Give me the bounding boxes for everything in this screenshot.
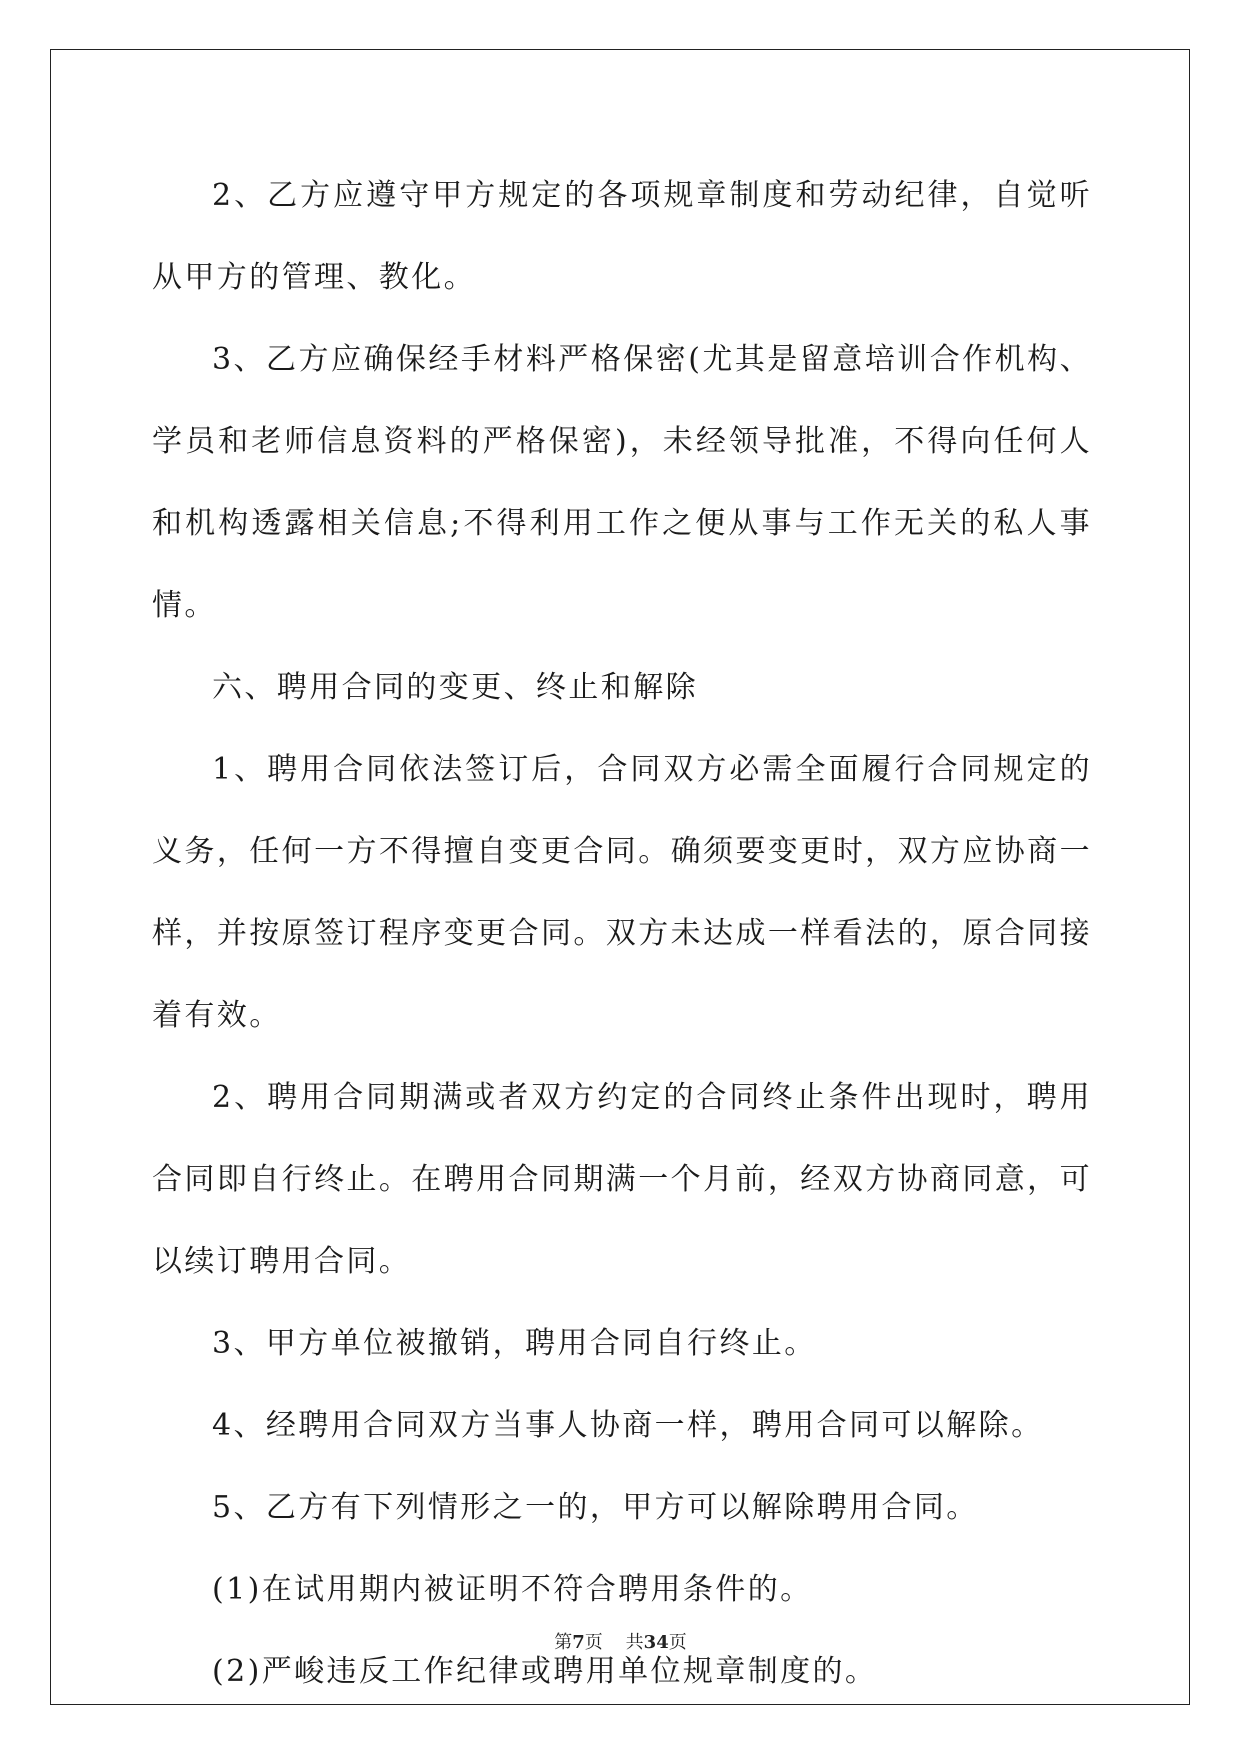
- total-prefix: 共: [625, 1632, 644, 1653]
- paragraph: 5、乙方有下列情形之一的，甲方可以解除聘用合同。: [212, 1490, 979, 1525]
- page-footer: [0, 1628, 1241, 1654]
- paragraph: 2、乙方应遵守甲方规定的各项规章制度和劳动纪律，自觉听从甲方的管理、教化。: [152, 178, 1092, 295]
- paragraph: 3、乙方应确保经手材料严格保密(尤其是留意培训合作机构、学员和老师信息资料的严格保密)，未经领导批准，不得向任何人和机构透露相关信息;不得利用工作之便从事与工作无关的私人事情。: [152, 342, 1092, 623]
- list-item: (2)严峻违反工作纪律或聘用单位规章制度的。: [212, 1654, 878, 1689]
- document-body: [152, 155, 1092, 1713]
- paragraph: 2、聘用合同期满或者双方约定的合同终止条件出现时，聘用合同即自行终止。在聘用合同期满一个月前，经双方协商同意，可以续订聘用合同。: [152, 1080, 1092, 1279]
- paragraph: 4、经聘用合同双方当事人协商一样，聘用合同可以解除。: [212, 1408, 1044, 1443]
- page-suffix: 页: [584, 1632, 603, 1653]
- list-item: (1)在试用期内被证明不符合聘用条件的。: [212, 1572, 813, 1607]
- total-pages: 34: [643, 1632, 669, 1653]
- page-prefix: 第: [554, 1632, 573, 1653]
- section-heading: 六、聘用合同的变更、终止和解除: [212, 670, 698, 705]
- paragraph: 3、甲方单位被撤销，聘用合同自行终止。: [212, 1326, 817, 1361]
- total-suffix: 页: [668, 1632, 687, 1653]
- paragraph: 1、聘用合同依法签订后，合同双方必需全面履行合同规定的义务，任何一方不得擅自变更合同。确须要变更时，双方应协商一样，并按原签订程序变更合同。双方未达成一样看法的，原合同接着有效。: [152, 752, 1092, 1033]
- page-number: 7: [572, 1632, 585, 1653]
